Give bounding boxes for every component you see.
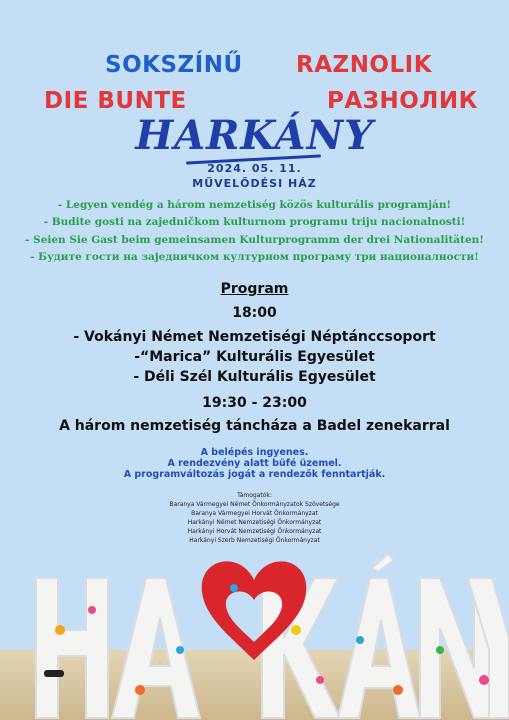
flower-icon — [55, 625, 65, 635]
program-time-second: 19:30 - 23:00 — [202, 395, 307, 411]
welcome-croatian: - Budite gosti na zajedničkom kulturnom programu triju nacionalnosti! — [43, 216, 466, 228]
header-mid-right: РАЗНОЛИК — [327, 88, 478, 114]
event-venue: MŰVELŐDÉSI HÁZ — [192, 177, 317, 190]
palm-icon — [436, 646, 444, 654]
program-act: - Vokányi Német Nemzetiségi Néptánccsoport — [73, 329, 436, 345]
sandal-icon — [230, 584, 238, 592]
program-heading: Program — [220, 281, 289, 297]
note-entry-free: A belépés ingyenes. — [200, 447, 309, 458]
program-dance-house: A három nemzetiség táncháza a Badel zenekarral — [59, 418, 450, 434]
welcome-serbian: - Будите гости на заједничком културном програму три националности! — [30, 251, 479, 263]
program-act: -“Marica” Kulturális Egyesület — [134, 349, 375, 365]
sponsor-item: Baranya Vármegyei Horvát Önkormányzat — [191, 510, 318, 517]
sponsor-item: Harkányi Szerb Nemzetiségi Önkormányzat — [189, 537, 320, 544]
flower-icon — [393, 685, 403, 695]
sponsors-label: Támogatók: — [237, 492, 272, 499]
poster-title: HARKÁNY — [135, 112, 374, 159]
welcome-hungarian: - Legyen vendég a három nemzetiség közös kulturális programján! — [57, 199, 452, 211]
letter-a-accent — [338, 578, 420, 718]
header-top-left: SOKSZÍNŰ — [105, 52, 243, 78]
letter-h — [36, 578, 108, 718]
note-changes: A programváltozás jogát a rendezők fenntartják. — [123, 469, 386, 480]
sponsor-item: Harkányi Horvát Nemzetiségi Önkormányzat — [187, 528, 322, 535]
harkany-letters-photo — [0, 540, 509, 720]
header-mid-left: DIE BUNTE — [44, 88, 187, 114]
flower-icon — [176, 646, 184, 654]
letter-a — [112, 578, 200, 718]
flower-icon — [88, 606, 96, 614]
program-time-first: 18:00 — [232, 305, 277, 321]
flower-icon — [356, 636, 364, 644]
flower-icon — [479, 675, 489, 685]
letter-accent — [372, 554, 394, 572]
note-buffet: A rendezvény alatt büfé üzemel. — [167, 458, 342, 469]
flower-icon — [291, 625, 301, 635]
flower-icon — [316, 676, 324, 684]
flower-icon — [135, 685, 145, 695]
sponsor-item: Harkányi Német Nemzetiségi Önkormányzat — [187, 519, 322, 526]
program-act: - Déli Szél Kulturális Egyesület — [133, 369, 376, 385]
sponsor-item: Baranya Vármegyei Német Önkormányzatok Szövetsége — [169, 501, 340, 508]
header-top-right: RAZNOLIK — [296, 52, 433, 78]
event-date: 2024. 05. 11. — [207, 162, 302, 175]
sunglasses-icon — [44, 670, 64, 677]
welcome-german: - Seien Sie Gast beim gemeinsamen Kulturprogramm der drei Nationalitäten! — [25, 234, 484, 246]
